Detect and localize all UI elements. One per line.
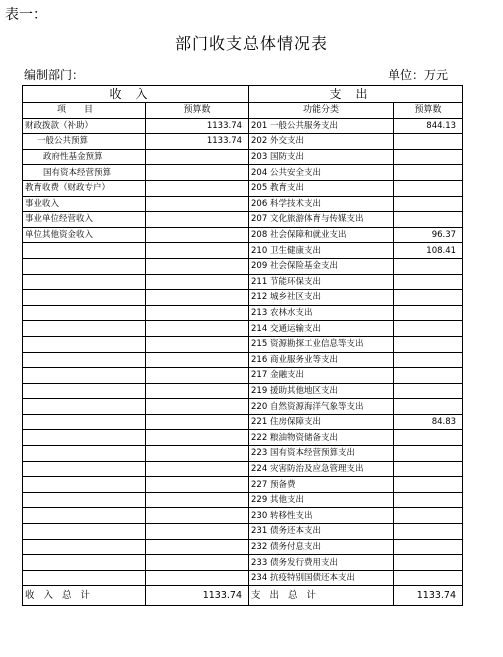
expense-amount-cell bbox=[394, 446, 463, 462]
expense-amount-cell bbox=[394, 461, 463, 477]
table-row bbox=[23, 508, 463, 524]
expense-item-cell: 203 国防支出 bbox=[249, 149, 394, 165]
expense-item-cell: 227 预备费 bbox=[249, 477, 394, 493]
income-item-cell bbox=[23, 461, 146, 477]
income-amount-cell bbox=[146, 196, 249, 212]
expense-item-cell: 215 资源勘探工业信息等支出 bbox=[249, 336, 394, 352]
expense-item-cell: 221 住房保障支出 bbox=[249, 414, 394, 430]
income-item-cell bbox=[23, 539, 146, 555]
table-row bbox=[23, 274, 463, 290]
expense-amount-cell bbox=[394, 430, 463, 446]
income-amount-cell bbox=[146, 274, 249, 290]
expense-amount-cell bbox=[394, 165, 463, 181]
expense-amount-cell bbox=[394, 570, 463, 586]
income-item-cell: 政府性基金预算 bbox=[23, 149, 146, 165]
expense-amount-cell bbox=[394, 524, 463, 540]
table-label: 表一： bbox=[5, 7, 47, 23]
expense-item-cell: 231 债务还本支出 bbox=[249, 524, 394, 540]
expense-amount-cell: 84.83 bbox=[394, 414, 463, 430]
table-row bbox=[23, 149, 463, 165]
income-item-cell bbox=[23, 274, 146, 290]
table-row bbox=[23, 446, 463, 462]
expense-item-cell: 229 其他支出 bbox=[249, 492, 394, 508]
expense-item-cell: 205 教育支出 bbox=[249, 180, 394, 196]
income-amount-cell bbox=[146, 149, 249, 165]
table-row bbox=[23, 196, 463, 212]
table-row bbox=[23, 383, 463, 399]
expense-amount-cell bbox=[394, 258, 463, 274]
department-label: 编制部门： bbox=[24, 68, 85, 82]
expense-total-label: 支出总计 bbox=[249, 586, 394, 606]
table-row bbox=[23, 430, 463, 446]
income-total-label: 收入总计 bbox=[23, 586, 146, 606]
section-header-row bbox=[23, 86, 463, 103]
income-item-cell: 一般公共预算 bbox=[23, 134, 146, 150]
table-row bbox=[23, 461, 463, 477]
income-item-cell: 事业收入 bbox=[23, 196, 146, 212]
table-row bbox=[23, 368, 463, 384]
income-total-value: 1133.74 bbox=[146, 586, 249, 606]
income-item-cell: 事业单位经营收入 bbox=[23, 212, 146, 228]
expense-amount-cell bbox=[394, 274, 463, 290]
page-title: 部门收支总体情况表 bbox=[174, 34, 328, 53]
expense-item-cell: 217 金融支出 bbox=[249, 368, 394, 384]
income-amount-cell bbox=[146, 368, 249, 384]
income-item-cell bbox=[23, 399, 146, 415]
table-row bbox=[23, 336, 463, 352]
expense-item-cell: 209 社会保险基金支出 bbox=[249, 258, 394, 274]
expense-amount-cell bbox=[394, 399, 463, 415]
income-item-cell: 单位其他资金收入 bbox=[23, 227, 146, 243]
expense-item-cell: 222 粮油物资储备支出 bbox=[249, 430, 394, 446]
table-row bbox=[23, 477, 463, 493]
expense-amount-cell bbox=[394, 508, 463, 524]
table-row bbox=[23, 524, 463, 540]
expense-amount-cell bbox=[394, 321, 463, 337]
expense-item-cell: 224 灾害防治及应急管理支出 bbox=[249, 461, 394, 477]
expense-item-cell: 223 国有资本经营预算支出 bbox=[249, 446, 394, 462]
income-amount-cell bbox=[146, 555, 249, 571]
expense-header: 支出 bbox=[249, 86, 463, 103]
income-amount-cell bbox=[146, 446, 249, 462]
table-row bbox=[23, 290, 463, 306]
income-amount-cell bbox=[146, 180, 249, 196]
income-item-cell bbox=[23, 336, 146, 352]
col-budget-header: 预算数 bbox=[146, 103, 249, 119]
expense-total-value: 1133.74 bbox=[394, 586, 463, 606]
income-item-cell bbox=[23, 305, 146, 321]
expense-amount-cell bbox=[394, 196, 463, 212]
expense-amount-cell bbox=[394, 352, 463, 368]
income-amount-cell bbox=[146, 524, 249, 540]
income-amount-cell bbox=[146, 305, 249, 321]
income-item-cell bbox=[23, 524, 146, 540]
income-amount-cell bbox=[146, 399, 249, 415]
col-budget2-header: 预算数 bbox=[394, 103, 463, 119]
income-amount-cell bbox=[146, 212, 249, 228]
income-item-cell bbox=[23, 290, 146, 306]
expense-amount-cell bbox=[394, 383, 463, 399]
income-amount-cell bbox=[146, 258, 249, 274]
income-amount-cell bbox=[146, 430, 249, 446]
table-row bbox=[23, 180, 463, 196]
expense-amount-cell bbox=[394, 368, 463, 384]
income-item-cell bbox=[23, 258, 146, 274]
income-amount-cell bbox=[146, 336, 249, 352]
expense-amount-cell bbox=[394, 212, 463, 228]
expense-item-cell: 213 农林水支出 bbox=[249, 305, 394, 321]
income-item-cell bbox=[23, 570, 146, 586]
expense-item-cell: 204 公共安全支出 bbox=[249, 165, 394, 181]
income-item-cell bbox=[23, 321, 146, 337]
income-item-cell bbox=[23, 430, 146, 446]
income-amount-cell bbox=[146, 492, 249, 508]
income-item-cell: 教育收费（财政专户） bbox=[23, 180, 146, 196]
income-item-cell: 国有资本经营预算 bbox=[23, 165, 146, 181]
col-item-header: 项目 bbox=[23, 103, 146, 119]
expense-amount-cell bbox=[394, 539, 463, 555]
expense-item-cell: 220 自然资源海洋气象等支出 bbox=[249, 399, 394, 415]
expense-amount-cell bbox=[394, 492, 463, 508]
expense-item-cell: 214 交通运输支出 bbox=[249, 321, 394, 337]
income-item-cell bbox=[23, 383, 146, 399]
income-amount-cell bbox=[146, 321, 249, 337]
income-amount-cell bbox=[146, 508, 249, 524]
table-row bbox=[23, 321, 463, 337]
table-row bbox=[23, 243, 463, 259]
income-item-cell bbox=[23, 477, 146, 493]
expense-item-cell: 207 文化旅游体育与传媒支出 bbox=[249, 212, 394, 228]
income-item-cell: 财政拨款（补助） bbox=[23, 118, 146, 134]
table-row bbox=[23, 227, 463, 243]
income-header: 收入 bbox=[23, 86, 249, 103]
expense-amount-cell bbox=[394, 149, 463, 165]
expense-amount-cell bbox=[394, 290, 463, 306]
table-row bbox=[23, 118, 463, 134]
income-item-cell bbox=[23, 352, 146, 368]
income-amount-cell bbox=[146, 414, 249, 430]
income-amount-cell bbox=[146, 539, 249, 555]
table-row bbox=[23, 134, 463, 150]
expense-item-cell: 206 科学技术支出 bbox=[249, 196, 394, 212]
income-amount-cell bbox=[146, 477, 249, 493]
table-row bbox=[23, 539, 463, 555]
expense-amount-cell bbox=[394, 305, 463, 321]
expense-item-cell: 216 商业服务业等支出 bbox=[249, 352, 394, 368]
expense-amount-cell bbox=[394, 336, 463, 352]
expense-item-cell: 212 城乡社区支出 bbox=[249, 290, 394, 306]
income-item-cell bbox=[23, 492, 146, 508]
expense-amount-cell: 108.41 bbox=[394, 243, 463, 259]
income-amount-cell bbox=[146, 227, 249, 243]
table-row bbox=[23, 165, 463, 181]
expense-amount-cell bbox=[394, 477, 463, 493]
total-row bbox=[23, 586, 463, 606]
expense-item-cell: 234 抗疫特别国债还本支出 bbox=[249, 570, 394, 586]
column-header-row bbox=[23, 103, 463, 119]
expense-item-cell: 201 一般公共服务支出 bbox=[249, 118, 394, 134]
budget-table bbox=[22, 85, 463, 606]
income-item-cell bbox=[23, 555, 146, 571]
expense-item-cell: 230 转移性支出 bbox=[249, 508, 394, 524]
expense-item-cell: 233 债务发行费用支出 bbox=[249, 555, 394, 571]
expense-amount-cell bbox=[394, 555, 463, 571]
expense-amount-cell: 96.37 bbox=[394, 227, 463, 243]
income-amount-cell bbox=[146, 461, 249, 477]
table-row bbox=[23, 258, 463, 274]
table-row bbox=[23, 555, 463, 571]
income-amount-cell bbox=[146, 290, 249, 306]
expense-item-cell: 210 卫生健康支出 bbox=[249, 243, 394, 259]
income-amount-cell bbox=[146, 383, 249, 399]
income-amount-cell bbox=[146, 243, 249, 259]
expense-item-cell: 208 社会保障和就业支出 bbox=[249, 227, 394, 243]
expense-item-cell: 211 节能环保支出 bbox=[249, 274, 394, 290]
table-row bbox=[23, 399, 463, 415]
income-amount-cell bbox=[146, 165, 249, 181]
table-row bbox=[23, 414, 463, 430]
expense-item-cell: 202 外交支出 bbox=[249, 134, 394, 150]
income-amount-cell bbox=[146, 570, 249, 586]
table-row bbox=[23, 305, 463, 321]
income-amount-cell: 1133.74 bbox=[146, 134, 249, 150]
income-item-cell bbox=[23, 414, 146, 430]
table-row bbox=[23, 352, 463, 368]
income-item-cell bbox=[23, 508, 146, 524]
expense-amount-cell bbox=[394, 134, 463, 150]
income-amount-cell: 1133.74 bbox=[146, 118, 249, 134]
col-function-header: 功能分类 bbox=[249, 103, 394, 119]
table-row bbox=[23, 212, 463, 228]
income-item-cell bbox=[23, 243, 146, 259]
income-amount-cell bbox=[146, 352, 249, 368]
table-row bbox=[23, 492, 463, 508]
table-row bbox=[23, 570, 463, 586]
expense-item-cell: 219 援助其他地区支出 bbox=[249, 383, 394, 399]
income-item-cell bbox=[23, 446, 146, 462]
unit-label: 单位：万元 bbox=[388, 68, 449, 82]
expense-amount-cell: 844.13 bbox=[394, 118, 463, 134]
expense-item-cell: 232 债务付息支出 bbox=[249, 539, 394, 555]
expense-amount-cell bbox=[394, 180, 463, 196]
income-item-cell bbox=[23, 368, 146, 384]
